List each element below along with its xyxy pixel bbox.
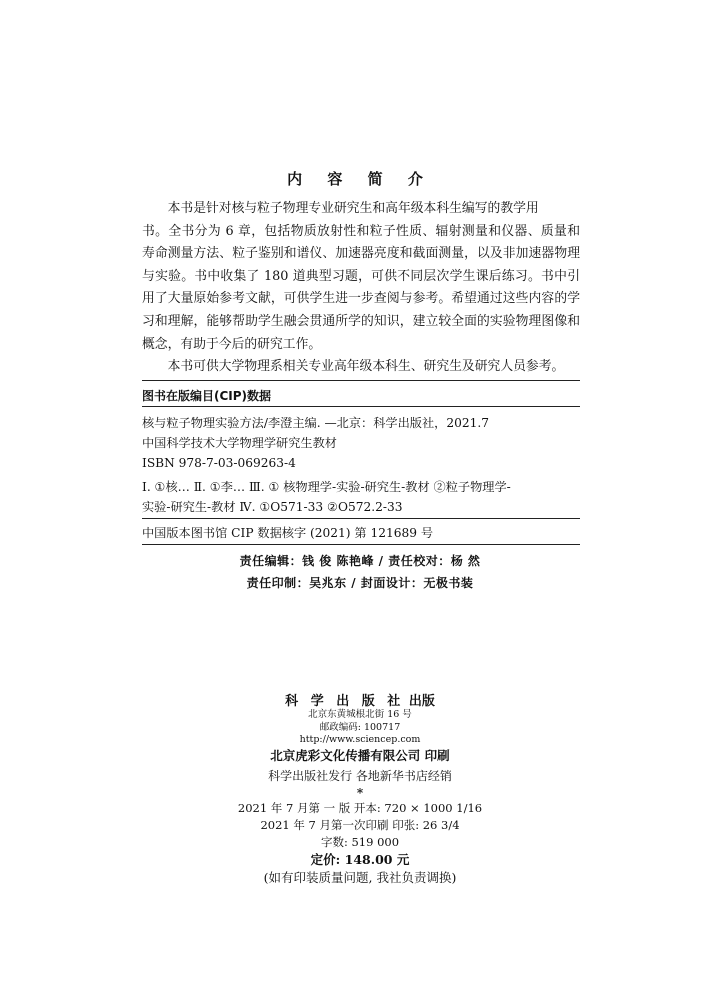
distribution-line: 科学出版社发行 各地新华书店经销 bbox=[268, 769, 452, 783]
price: 定价: 148.00 元 bbox=[310, 852, 410, 867]
publisher-postcode: 邮政编码: 100717 bbox=[319, 722, 401, 733]
print-label: 印刷 bbox=[424, 748, 450, 763]
summary-title: 内 容 简 介 bbox=[287, 170, 433, 188]
production-credits: 责任印制：吴兆东 / 封面设计：无极书装 bbox=[246, 576, 474, 590]
separator-star: * bbox=[356, 786, 364, 800]
cip-series-line: 中国科学技术大学物理学研究生教材 bbox=[142, 436, 337, 450]
publisher-address: 北京东黄城根北街 16 号 bbox=[308, 709, 412, 720]
editor-credits: 责任编辑：钱 俊 陈艳峰 / 责任校对：杨 然 bbox=[239, 554, 481, 568]
summary-body bbox=[142, 198, 580, 379]
edition-line: 2021 年 7 月第 一 版 开本: 720 × 1000 1/16 bbox=[237, 801, 483, 815]
publisher-url: http://www.sciencep.com bbox=[299, 734, 421, 745]
cip-top-rule bbox=[142, 380, 580, 381]
cip-heading: 图书在版编目(CIP)数据 bbox=[142, 389, 272, 403]
word-count: 字数: 519 000 bbox=[320, 835, 400, 849]
cip-record bbox=[142, 413, 580, 473]
cip-record-number: 中国版本图书馆 CIP 数据核字 (2021) 第 121689 号 bbox=[142, 526, 434, 540]
quality-notice: (如有印装质量问题, 我社负责调换) bbox=[263, 870, 457, 885]
summary-paragraph-continued: 书。全书分为 6 章，包括物质放射性和粒子性质、辐射测量和仪器、质量和寿命测量方法、粒子鉴别和谱仪、加速器亮度和截面测量，以及非加速器物理与实验。书中收集了 180 道典型习题，可供不同层次学生课后练习。书中引用了大量原始参考文献，可供学生进一步查阅与参考。希望通过这些内容的学习和理解，能够帮助学生融会贯通所学的知识，建立较全面的实验物理图像和概念，有助于今后的研究工作。 bbox=[142, 223, 580, 352]
cip-class-line: 实验-研究生-教材 Ⅳ. ①O571-33 ②O572.2-33 bbox=[142, 500, 403, 514]
printing-line: 2021 年 7 月第一次印刷 印张: 26 3/4 bbox=[260, 818, 460, 832]
publish-label: 出版 bbox=[408, 694, 435, 709]
audience-paragraph: 本书可供大学物理系相关专业高年级本科生、研究生及研究人员参考。 bbox=[167, 359, 565, 375]
cip-bottom-rule bbox=[142, 544, 580, 545]
cip-classification bbox=[142, 477, 580, 517]
cip-title-line: 核与粒子物理实验方法/李澄主编. —北京：科学出版社，2021.7 bbox=[142, 416, 489, 430]
printer-line bbox=[0, 746, 720, 764]
cip-class-line: Ⅰ. ①核… Ⅱ. ①李… Ⅲ. ① 核物理学-实验-研究生-教材 ②粒子物理学- bbox=[142, 480, 511, 494]
summary-paragraph: 本书是针对核与粒子物理专业研究生和高年级本科生编写的教学用 bbox=[167, 201, 539, 216]
cip-isbn: ISBN 978-7-03-069263-4 bbox=[142, 456, 296, 470]
printer-name: 北京虎彩文化传播有限公司 bbox=[270, 748, 421, 763]
cip-heading-rule bbox=[142, 406, 580, 407]
cip-mid-rule bbox=[142, 518, 580, 519]
publisher-name: 科 学 出 版 社 bbox=[285, 694, 405, 709]
publisher-line bbox=[0, 690, 720, 709]
